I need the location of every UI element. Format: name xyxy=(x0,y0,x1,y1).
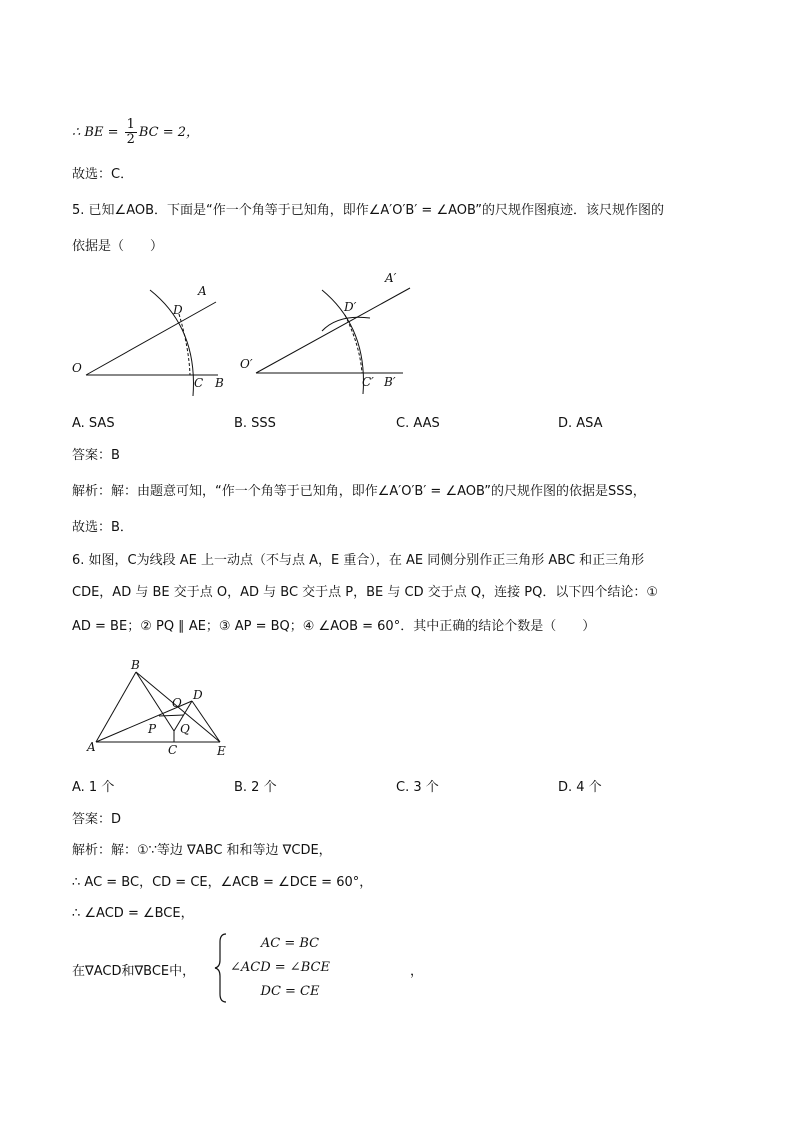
system-eq-3: DC = CE xyxy=(260,984,320,999)
question-5-answer: 答案：B xyxy=(72,448,120,463)
q6-option-d: D. 4 个 xyxy=(558,780,602,795)
prev-answer-select: 故选：C． xyxy=(72,167,134,182)
question-6-stem-3: AD = BE；② PQ ∥ AE；③ AP = BQ；④ ∠AOB = 60°．其中正确的结论个数是（ ） xyxy=(72,619,596,634)
label-e6: E xyxy=(217,744,226,758)
system-comma: ， xyxy=(410,964,424,979)
question-5-stem: 5. 已知∠AOB．下面是“作一个角等于已知角，即作∠A′O′B′ = ∠AOB”的尺规作图痕迹．该尺规作图的 xyxy=(72,203,664,218)
question-6-explanation-2: ∴ AC = BC，CD = CE，∠ACB = ∠DCE = 60°， xyxy=(72,875,373,890)
question-5-select: 故选：B． xyxy=(72,520,133,535)
brace-icon xyxy=(214,932,228,1004)
q5-option-c: C. AAS xyxy=(396,416,440,431)
question-6-stem-2: CDE，AD 与 BE 交于点 O，AD 与 BC 交于点 P，BE 与 CD 交于点 Q，连接 PQ．以下四个结论：① xyxy=(72,585,658,600)
question-5-explanation: 解析：解：由题意可知，“作一个角等于已知角，即作∠A′O′B′ = ∠AOB”的尺规作图的依据是SSS， xyxy=(72,484,646,499)
label-b6: B xyxy=(131,658,140,672)
label-c-prime: C′ xyxy=(362,375,374,389)
label-a6: A xyxy=(87,740,96,754)
label-b: B xyxy=(215,376,224,390)
be-prefix: ∴ BE = xyxy=(72,125,123,140)
system-label: 在∇ACD和∇BCE中， xyxy=(72,964,196,979)
label-a-prime: A′ xyxy=(385,271,397,285)
question-6-explanation-3: ∴ ∠ACD = ∠BCE， xyxy=(72,906,194,921)
label-d6: D xyxy=(193,688,203,702)
question-6-stem-1: 6. 如图，C为线段 AE 上一动点（不与点 A，E 重合），在 AE 同侧分别作正三角形 ABC 和正三角形 xyxy=(72,553,645,568)
question-6-explanation-1: 解析：解：①∵等边 ∇ABC 和和等边 ∇CDE， xyxy=(72,843,332,858)
be-tail: BC = 2， xyxy=(138,125,200,140)
label-d: D xyxy=(173,303,183,317)
system-eq-1: AC = BC xyxy=(260,936,320,951)
system-eq-2: ∠ACD = ∠BCE xyxy=(230,960,330,975)
system-equations xyxy=(230,932,350,1004)
label-o6: O xyxy=(172,696,182,710)
q5-option-a: A. SAS xyxy=(72,416,115,431)
q6-option-a: A. 1 个 xyxy=(72,780,115,795)
angle-aob xyxy=(72,284,224,396)
question-6-figure xyxy=(82,655,262,765)
label-c: C xyxy=(194,376,204,390)
label-b-prime: B′ xyxy=(384,375,396,389)
label-o: O xyxy=(72,361,82,375)
label-d-prime: D′ xyxy=(344,300,357,314)
label-c6: C xyxy=(168,743,178,757)
label-q6: Q xyxy=(180,722,190,736)
label-a: A xyxy=(198,284,207,298)
question-5-stem-cont: 依据是（ ） xyxy=(72,239,164,254)
label-p6: P xyxy=(148,722,157,736)
angle-a-prime-o-prime-b-prime xyxy=(240,271,410,394)
q5-option-d: D. ASA xyxy=(558,416,603,431)
solution-line-be xyxy=(72,118,199,147)
fraction-half: $\frac{1}{2}$ xyxy=(126,117,135,147)
q6-option-c: C. 3 个 xyxy=(396,780,439,795)
q5-option-b: B. SSS xyxy=(234,416,276,431)
q6-option-b: B. 2 个 xyxy=(234,780,277,795)
question-6-answer: 答案：D xyxy=(72,812,122,827)
label-o-prime: O′ xyxy=(240,357,253,371)
question-5-figure xyxy=(68,268,428,408)
